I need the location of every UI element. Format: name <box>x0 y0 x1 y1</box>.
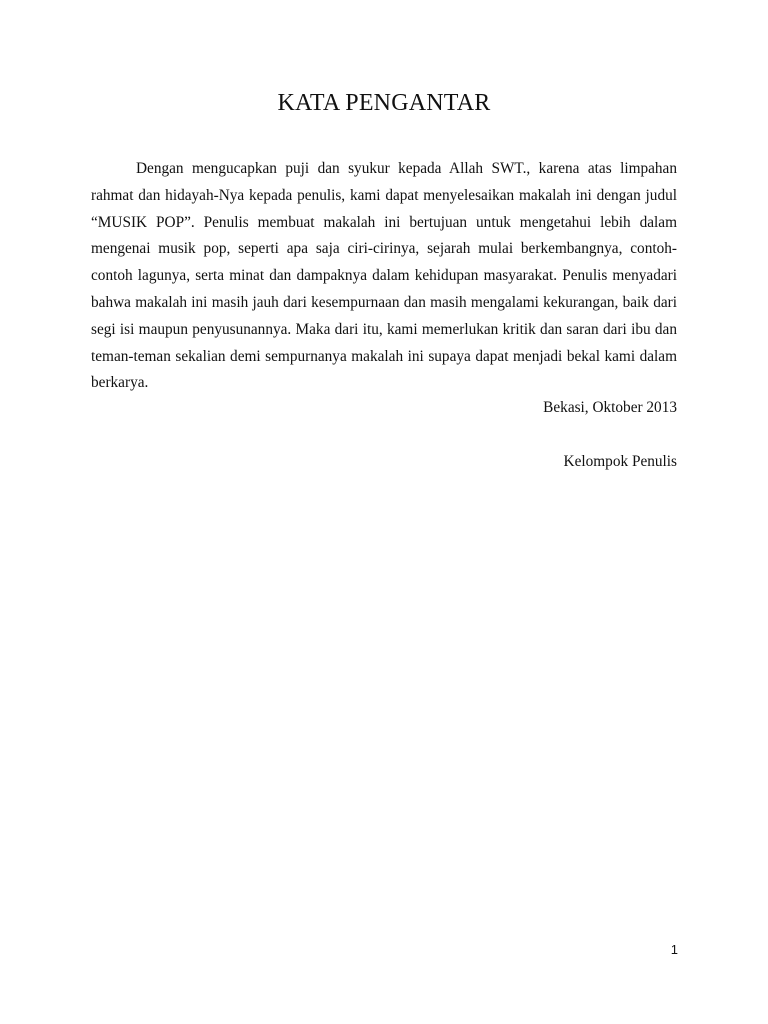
preface-paragraph: Dengan mengucapkan puji dan syukur kepada Allah SWT., karena atas limpahan rahmat dan hidayah-Nya kepada penulis, kami dapat menyelesaikan makalah ini dengan judul “MUSIK POP”. Penulis membuat makalah ini bertujuan untuk mengetahui lebih dalam mengenai musik pop, seperti apa saja ciri-cirinya, sejarah mulai berkembangnya, contoh-contoh lagunya, serta minat dan dampaknya dalam kehidupan masyarakat. Penulis menyadari bahwa makalah ini masih jauh dari kesempurnaan dan masih mengalami kekurangan, baik dari segi isi maupun penyusunannya. Maka dari itu, kami memerlukan kritik dan saran dari ibu dan teman-teman sekalian demi sempurnanya makalah ini supaya dapat menjadi bekal kami dalam berkarya. <box>91 160 677 392</box>
signature: Kelompok Penulis <box>563 453 677 470</box>
place-date: Bekasi, Oktober 2013 <box>543 399 677 416</box>
document-title: KATA PENGANTAR <box>277 90 491 116</box>
page-number: 1 <box>670 942 678 957</box>
